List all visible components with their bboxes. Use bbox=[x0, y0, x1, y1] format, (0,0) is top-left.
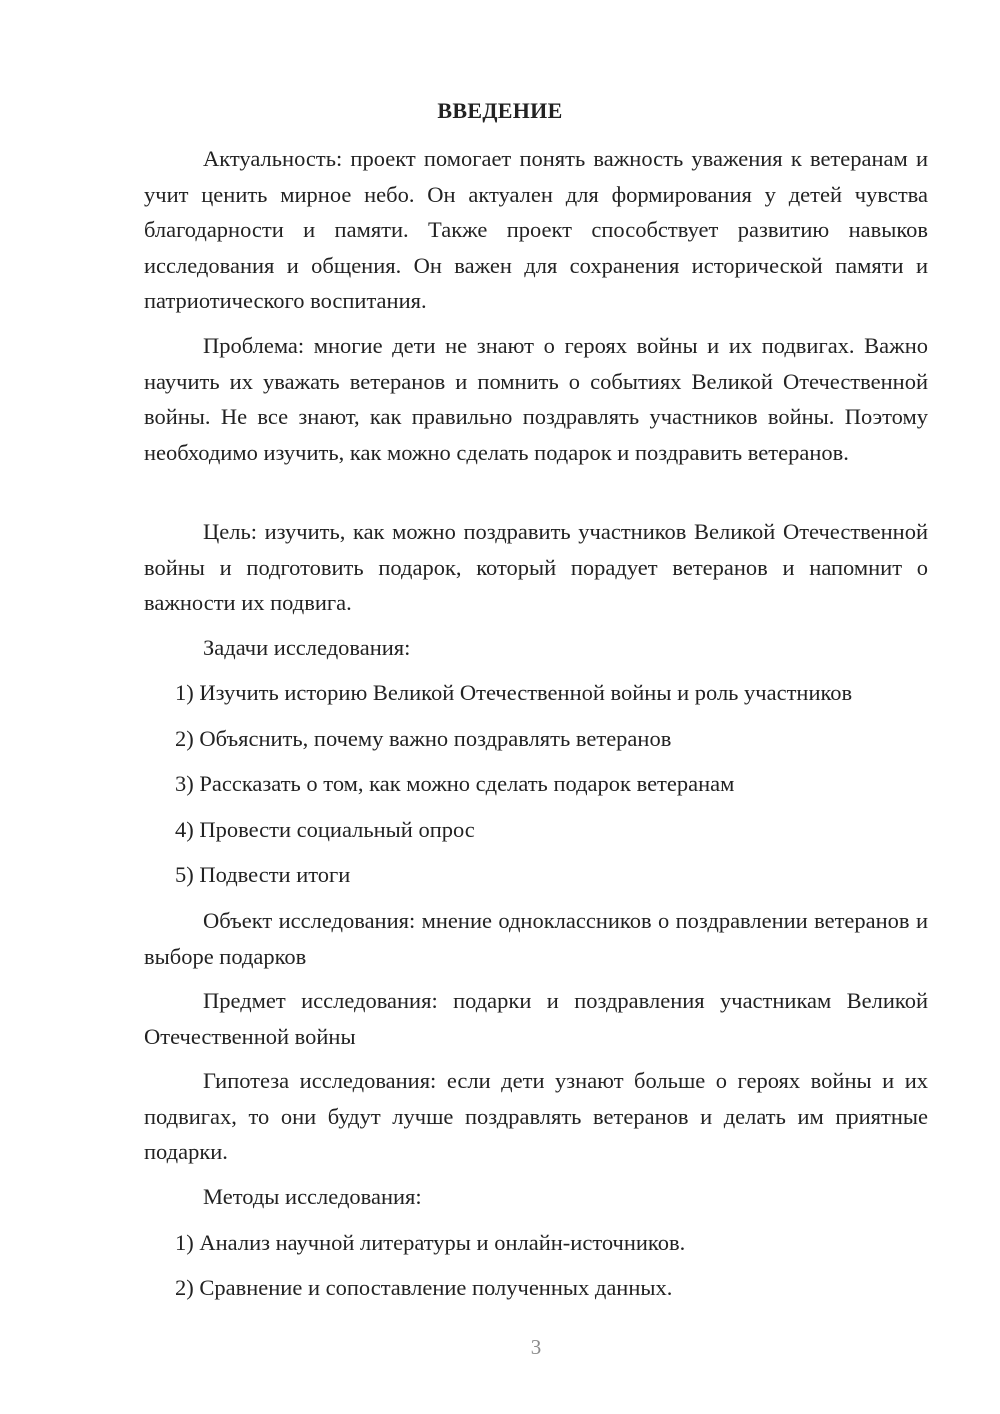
problem-paragraph: Проблема: многие дети не знают о героях войны и их подвигах. Важно научить их уважать ветеранов и помнить о событиях Великой Отечественной войны. Не все знают, как правильно поздравлять участников войны. Поэтому необходимо изучить, как можно сделать подарок и поздравить ветеранов. bbox=[144, 333, 928, 465]
goal-paragraph: Цель: изучить, как можно поздравить участников Великой Отечественной войны и подготовить подарок, который порадует ветеранов и напомнит о важности их подвига. bbox=[144, 519, 928, 615]
method-item: 2) Сравнение и сопоставление полученных данных. bbox=[175, 1275, 673, 1300]
method-item: 1) Анализ научной литературы и онлайн-источников. bbox=[175, 1230, 686, 1255]
task-item: 5) Подвести итоги bbox=[175, 862, 351, 887]
relevance-paragraph: Актуальность: проект помогает понять важность уважения к ветеранам и учит ценить мирное небо. Он актуален для формирования у детей чувства благодарности и памяти. Также проект способствует развитию навыков исследования и общения. Он важен для сохранения исторической памяти и патриотического воспитания. bbox=[144, 146, 928, 313]
object-paragraph: Объект исследования: мнение одноклассников о поздравлении ветеранов и выборе подарков bbox=[144, 908, 928, 969]
page-number: 3 bbox=[530, 1335, 542, 1359]
methods-title: Методы исследования: bbox=[203, 1184, 422, 1209]
task-item: 4) Провести социальный опрос bbox=[175, 817, 475, 842]
task-item: 1) Изучить историю Великой Отечественной войны и роль участников bbox=[175, 680, 853, 705]
section-heading: ВВЕДЕНИЕ bbox=[437, 98, 563, 123]
subject-paragraph: Предмет исследования: подарки и поздравления участникам Великой Отечественной войны bbox=[144, 988, 928, 1049]
hypothesis-paragraph: Гипотеза исследования: если дети узнают больше о героях войны и их подвигах, то они будут лучше поздравлять ветеранов и делать им приятные подарки. bbox=[144, 1068, 928, 1164]
task-item: 2) Объяснить, почему важно поздравлять ветеранов bbox=[175, 726, 672, 751]
tasks-title: Задачи исследования: bbox=[203, 635, 411, 660]
task-item: 3) Рассказать о том, как можно сделать подарок ветеранам bbox=[175, 771, 735, 796]
